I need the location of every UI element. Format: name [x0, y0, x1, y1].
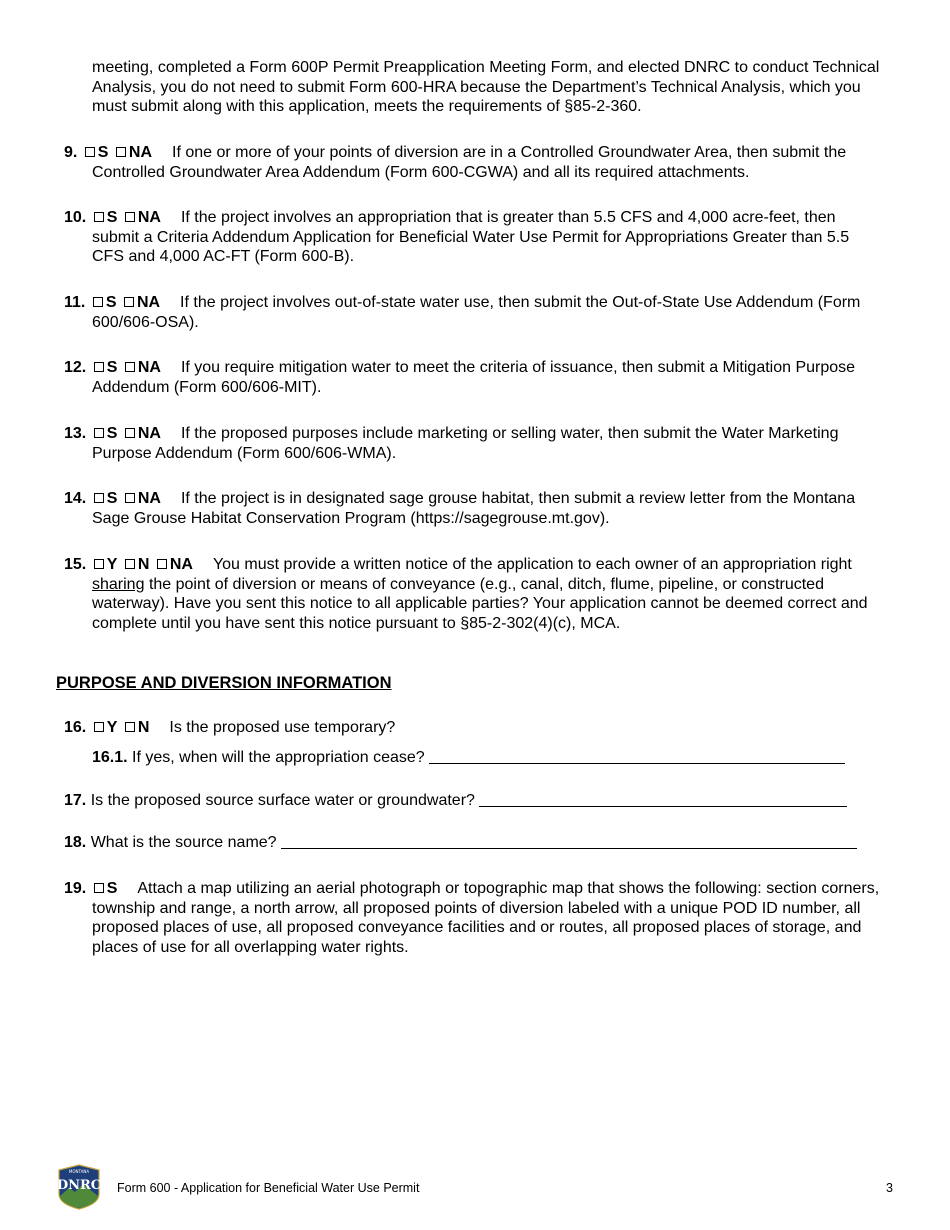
item-text: If the project involves out-of-state water use, then submit the Out-of-State Use Addendum (Form 600/606-OSA). [92, 294, 861, 331]
dnrc-logo [55, 1164, 103, 1210]
item-text: If the project involves an appropriation that is greater than 5.5 CFS and 4,000 acre-feet, then submit a Criteria Addendum Application for Beneficial Water Use Permit for Appropriations Greater than 5.5 CFS and 4,000 AC-FT (Form 600-B). [92, 209, 850, 266]
checkbox-n[interactable] [125, 559, 135, 569]
checkbox-na[interactable] [125, 428, 135, 438]
checkbox-s[interactable] [94, 212, 104, 222]
item-number: 14. [64, 490, 87, 507]
checkbox-na[interactable] [124, 297, 134, 307]
checkbox-y[interactable] [94, 722, 104, 732]
logo-text: DNRC [56, 1178, 102, 1193]
checkbox-s[interactable] [94, 428, 104, 438]
item-text: If one or more of your points of diversion are in a Controlled Groundwater Area, then submit the Controlled Groundwater Area Addendum (Form 600-CGWA) and all its required attachments. [92, 144, 847, 181]
item-text: If the proposed purposes include marketing or selling water, then submit the Water Marketing Purpose Addendum (Form 600/606-WMA). [92, 425, 839, 462]
item-text: If the project is in designated sage grouse habitat, then submit a review letter from the Montana Sage Grouse Habitat Conservation Program (https://sagegrouse.mt.gov). [92, 490, 856, 527]
option-label: S [106, 209, 118, 226]
option-label: NA [137, 209, 161, 226]
item-16-1 [92, 748, 882, 768]
item-text: If yes, when will the appropriation cease? [132, 749, 425, 766]
checkbox-s[interactable] [94, 883, 104, 893]
item-number: 12. [64, 359, 87, 376]
option-label: S [105, 294, 117, 311]
item-number: 16.1. [92, 749, 128, 766]
source-name-field[interactable] [281, 834, 857, 849]
footer-form-title: Form 600 - Application for Beneficial Water Use Permit [117, 1181, 420, 1195]
item-text-underlined: sharing [92, 575, 145, 593]
item-8-continuation: meeting, completed a Form 600P Permit Preapplication Meeting Form, and elected DNRC to conduct Technical Analysis, you do not need to submit Form 600-HRA because the Department’s Technical Analysis, which you must submit along with this application, meets the requirements of §85-2-360. [92, 59, 880, 116]
item-16 [64, 718, 882, 738]
option-label: S [106, 425, 118, 442]
item-text: Attach a map utilizing an aerial photograph or topographic map that shows the following: section corners, township and range, a north arrow, all proposed points of diversion labeled with a unique POD ID number, all proposed places of use, all proposed conveyance facilities and or routes, all proposed places of storage, and places of use for all overlapping water rights. [92, 880, 880, 956]
item-9 [64, 143, 882, 182]
option-label: S [106, 359, 118, 376]
checkbox-s[interactable] [85, 147, 95, 157]
item-19 [64, 879, 882, 957]
item-10 [64, 208, 882, 267]
option-label: S [97, 144, 109, 161]
checkbox-y[interactable] [94, 559, 104, 569]
option-label: NA [137, 359, 161, 376]
cease-date-field[interactable] [429, 749, 845, 764]
page-number: 3 [886, 1181, 893, 1195]
item-number: 19. [64, 880, 87, 897]
item-13 [64, 424, 882, 463]
item-number: 13. [64, 425, 87, 442]
item-14 [64, 489, 882, 528]
item-number: 18. [64, 834, 87, 851]
option-label: NA [136, 294, 161, 311]
item-17 [64, 791, 882, 811]
item-number: 11. [64, 294, 86, 311]
option-label: NA [128, 144, 153, 161]
section-heading: PURPOSE AND DIVERSION INFORMATION [56, 674, 392, 692]
checkbox-na[interactable] [125, 212, 135, 222]
option-label: NA [169, 556, 193, 573]
option-label: S [106, 880, 118, 897]
option-label: Y [106, 556, 118, 573]
checkbox-n[interactable] [125, 722, 135, 732]
item-number: 16. [64, 719, 87, 736]
item-18 [64, 833, 882, 853]
item-number: 10. [64, 209, 87, 226]
option-label: N [137, 719, 150, 736]
item-number: 15. [64, 556, 87, 573]
option-label: N [137, 556, 150, 573]
option-label: Y [106, 719, 118, 736]
checkbox-na[interactable] [125, 362, 135, 372]
option-label: NA [137, 490, 161, 507]
checkbox-na[interactable] [157, 559, 167, 569]
checkbox-s[interactable] [94, 493, 104, 503]
item-text: the point of diversion or means of conveyance (e.g., canal, ditch, flume, pipeline, or constructed waterway). Have you sent this notice to all applicable parties? Your application cannot be deemed correct and complete until you have sent this notice pursuant to §85-2-302(4)(c), MCA. [92, 575, 868, 632]
source-type-field[interactable] [479, 792, 847, 807]
item-number: 17. [64, 792, 87, 809]
item-text: If you require mitigation water to meet the criteria of issuance, then submit a Mitigation Purpose Addendum (Form 600/606-MIT). [92, 359, 856, 396]
item-12 [64, 358, 882, 397]
logo-top-text: MONTANA [68, 1169, 90, 1174]
item-text: What is the source name? [90, 834, 277, 851]
checkbox-s[interactable] [94, 362, 104, 372]
checkbox-na[interactable] [116, 147, 126, 157]
item-text: Is the proposed source surface water or groundwater? [90, 792, 475, 809]
item-15 [64, 555, 882, 633]
item-number: 9. [64, 144, 78, 161]
option-label: S [106, 490, 118, 507]
item-text: You must provide a written notice of the application to each owner of an appropriation right [212, 556, 852, 573]
checkbox-na[interactable] [125, 493, 135, 503]
checkbox-s[interactable] [93, 297, 103, 307]
option-label: NA [137, 425, 161, 442]
item-11 [64, 293, 882, 332]
item-text: Is the proposed use temporary? [169, 719, 396, 736]
